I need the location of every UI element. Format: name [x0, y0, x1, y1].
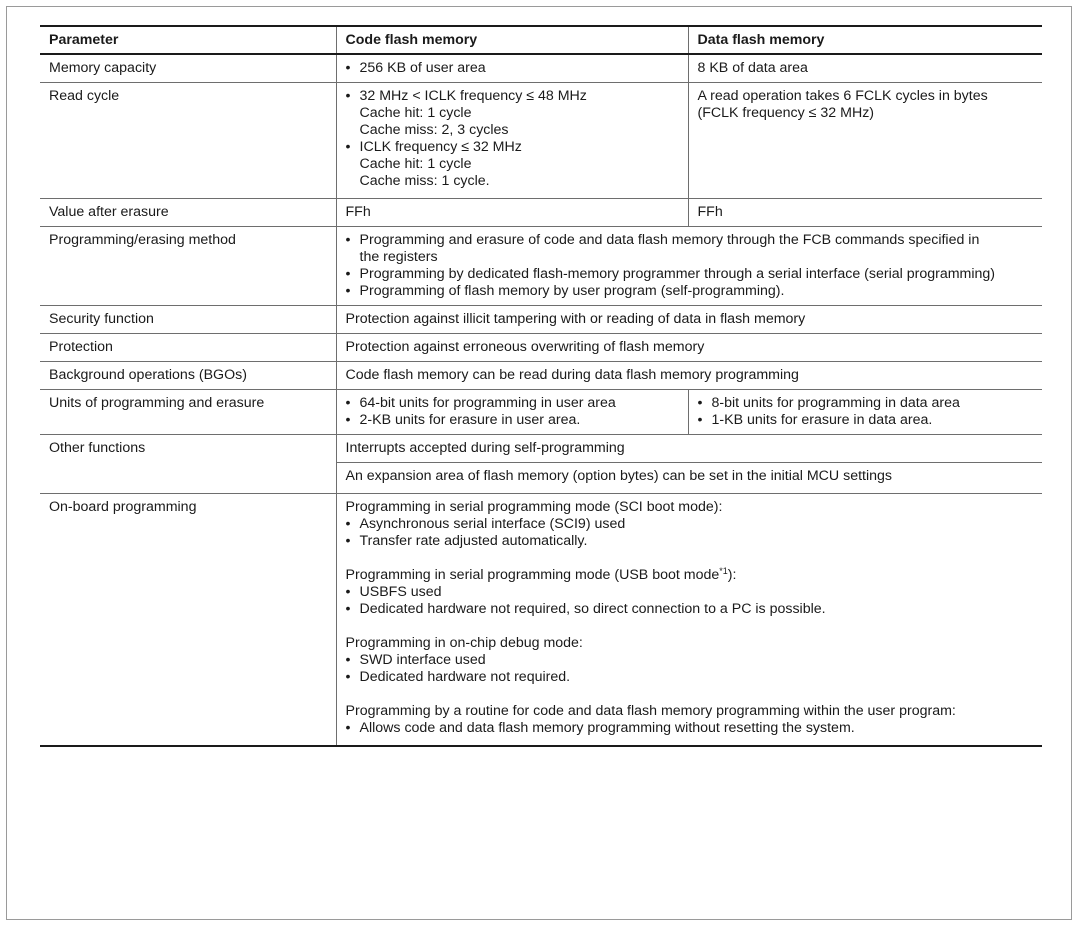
header-parameter: Parameter — [40, 26, 336, 54]
merged-cell: Protection against illicit tampering with or reading of data in flash memory — [336, 306, 1042, 334]
code-flash-cell: FFh — [336, 199, 688, 227]
list-subitem: Cache miss: 2, 3 cycles — [359, 122, 509, 138]
flash-memory-spec-table — [40, 25, 1042, 747]
table-header-row — [40, 26, 1042, 54]
table-row-units-of-programming — [40, 390, 1042, 435]
code-flash-cell — [336, 390, 688, 435]
list-item: • Transfer rate adjusted automatically. — [346, 533, 1003, 550]
header-code-flash: Code flash memory — [336, 26, 688, 54]
row-label: Other functions — [40, 435, 336, 494]
list-item: • 1-KB units for erasure in data area. — [698, 412, 1034, 429]
footnote-marker: *1 — [719, 566, 728, 576]
header-data-flash: Data flash memory — [688, 26, 1042, 54]
row-label: Read cycle — [40, 83, 336, 199]
row-label: Protection — [40, 334, 336, 362]
list-item: • Dedicated hardware not required, so direct connection to a PC is possible. — [346, 601, 1003, 618]
merged-cell: Interrupts accepted during self-programming — [336, 435, 1042, 463]
list-item: • 256 KB of user area — [346, 60, 679, 77]
table-row-onboard-programming — [40, 494, 1042, 747]
table-row-protection — [40, 334, 1042, 362]
spacer — [346, 618, 1003, 635]
heading-text: Programming in serial programming mode (USB boot mode — [345, 567, 720, 583]
section-heading — [346, 567, 1003, 584]
merged-cell: Protection against erroneous overwriting of flash memory — [336, 334, 1042, 362]
heading-text-close: ): — [727, 567, 737, 583]
list-item: • 2-KB units for erasure in user area. — [346, 412, 679, 429]
merged-cell: An expansion area of flash memory (option bytes) can be set in the initial MCU settings — [336, 463, 1042, 494]
section-heading: Programming in on-chip debug mode: — [345, 635, 583, 651]
merged-cell: Code flash memory can be read during data flash memory programming — [336, 362, 1042, 390]
row-label: Security function — [40, 306, 336, 334]
cell-text-line: (FCLK frequency ≤ 32 MHz) — [697, 105, 875, 121]
code-flash-cell — [336, 54, 688, 83]
data-flash-cell — [688, 390, 1042, 435]
list-item: • Programming of flash memory by user program (self-programming). — [346, 283, 1003, 300]
list-item: • Asynchronous serial interface (SCI9) used — [346, 516, 1003, 533]
list-subitem: Cache hit: 1 cycle — [359, 105, 472, 121]
list-item: • Allows code and data flash memory programming without resetting the system. — [346, 720, 1003, 737]
table-row-memory-capacity — [40, 54, 1042, 83]
code-flash-cell — [336, 83, 688, 199]
list-item: • Programming and erasure of code and data flash memory through the FCB commands specified in the registers — [346, 232, 1003, 266]
list-item: • 32 MHz < ICLK frequency ≤ 48 MHz — [346, 88, 679, 105]
section-heading: Programming in serial programming mode (SCI boot mode): — [345, 499, 723, 515]
list-item: • USBFS used — [346, 584, 1003, 601]
data-flash-cell: FFh — [688, 199, 1042, 227]
data-flash-cell: 8 KB of data area — [688, 54, 1042, 83]
list-item: • ICLK frequency ≤ 32 MHz — [346, 139, 679, 156]
row-label: Memory capacity — [40, 54, 336, 83]
table-row-read-cycle — [40, 83, 1042, 199]
list-item: • Dedicated hardware not required. — [346, 669, 1003, 686]
list-item: • 8-bit units for programming in data area — [698, 395, 1034, 412]
table-row-security-function — [40, 306, 1042, 334]
section-heading: Programming by a routine for code and data flash memory programming within the user program: — [345, 703, 956, 719]
cell-text-line: A read operation takes 6 FCLK cycles in bytes — [697, 88, 988, 104]
table-row-value-after-erasure — [40, 199, 1042, 227]
row-label: Units of programming and erasure — [40, 390, 336, 435]
table-row-other-functions — [40, 435, 1042, 463]
table-row-programming-method — [40, 227, 1042, 306]
list-item: • 64-bit units for programming in user area — [346, 395, 679, 412]
row-label: Value after erasure — [40, 199, 336, 227]
table-row-background-operations — [40, 362, 1042, 390]
spacer — [346, 550, 1003, 567]
row-label: On-board programming — [40, 494, 336, 747]
row-label: Programming/erasing method — [40, 227, 336, 306]
spacer — [346, 686, 1003, 703]
list-item: • SWD interface used — [346, 652, 1003, 669]
list-subitem: Cache miss: 1 cycle. — [359, 173, 490, 189]
data-flash-cell — [688, 83, 1042, 199]
row-label: Background operations (BGOs) — [40, 362, 336, 390]
merged-cell — [336, 494, 1042, 747]
list-item: • Programming by dedicated flash-memory programmer through a serial interface (serial programming) — [346, 266, 1003, 283]
merged-cell — [336, 227, 1042, 306]
list-subitem: Cache hit: 1 cycle — [359, 156, 472, 172]
